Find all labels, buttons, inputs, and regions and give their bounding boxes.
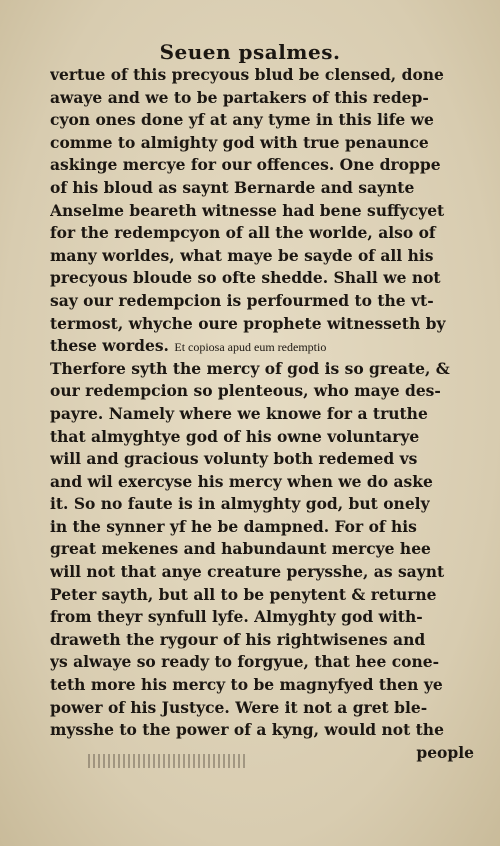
text-line: of his bloud as saynt Bernarde and saynte [50, 177, 415, 197]
text-line: that almyghtye god of his owne voluntarye [50, 426, 420, 446]
latin-line-prefix: these wordes. [50, 336, 169, 356]
text-line-latin-quote [50, 335, 480, 358]
text-line: Therfore syth the mercy of god is so greate, & [50, 358, 450, 378]
catchword: people [416, 742, 474, 762]
text-line: draweth the rygour of his rightwisenes and [50, 629, 426, 649]
text-line: vertue of this precyous blud be clensed, done [50, 65, 444, 84]
text-line: for the redempcyon of all the worlde, also of [50, 223, 436, 243]
text-line: ys alwaye so ready to forgyue, that hee cone- [50, 652, 440, 672]
running-headline: Seuen psalmes. [159, 40, 341, 64]
text-line: termost, whyche oure prophete witnesseth by [50, 313, 446, 333]
text-line: Peter sayth, but all to be penytent & returne [50, 584, 437, 604]
text-line: precyous bloude so ofte shedde. Shall we not [50, 268, 441, 288]
text-line: power of his Justyce. Were it not a gret ble- [50, 697, 428, 717]
text-line: will not that anye creature perysshe, as saynt [50, 562, 445, 582]
text-line: payre. Namely where we knowe for a truthe [50, 403, 428, 423]
text-line: our redempcion so plenteous, who maye des- [50, 381, 441, 401]
text-line: and wil exercyse his mercy when we do aske [50, 471, 433, 491]
text-line: mysshe to the power of a kyng, would not the [50, 720, 444, 740]
text-line: it. So no faute is in almyghty god, but onely [50, 494, 430, 514]
text-line: many worldes, what maye be sayde of all his [50, 245, 434, 265]
text-line: will and gracious volunty both redemed vs [50, 449, 418, 469]
text-line: askinge mercye for our offences. One droppe [50, 155, 441, 175]
text-line: cyon ones done yf at any tyme in this life we [50, 110, 434, 130]
text-line: comme to almighty god with true penaunce [50, 132, 429, 152]
ink-smudge [88, 754, 248, 768]
latin-quotation: Et copiosa apud eum redemptio [174, 340, 327, 355]
text-line: Anselme beareth witnesse had bene suffycyet [50, 200, 445, 220]
text-line: from theyr synfull lyfe. Almyghty god with- [50, 607, 423, 627]
text-line: in the synner yf he be dampned. For of his [50, 516, 417, 536]
text-line: teth more his mercy to be magnyfyed then ye [50, 675, 443, 695]
text-line: great mekenes and habundaunt mercye hee [50, 539, 431, 559]
text-line: awaye and we to be partakers of this redep- [50, 87, 429, 107]
page-body-text [50, 64, 480, 764]
text-line: say our redempcion is perfourmed to the vt- [50, 290, 434, 310]
